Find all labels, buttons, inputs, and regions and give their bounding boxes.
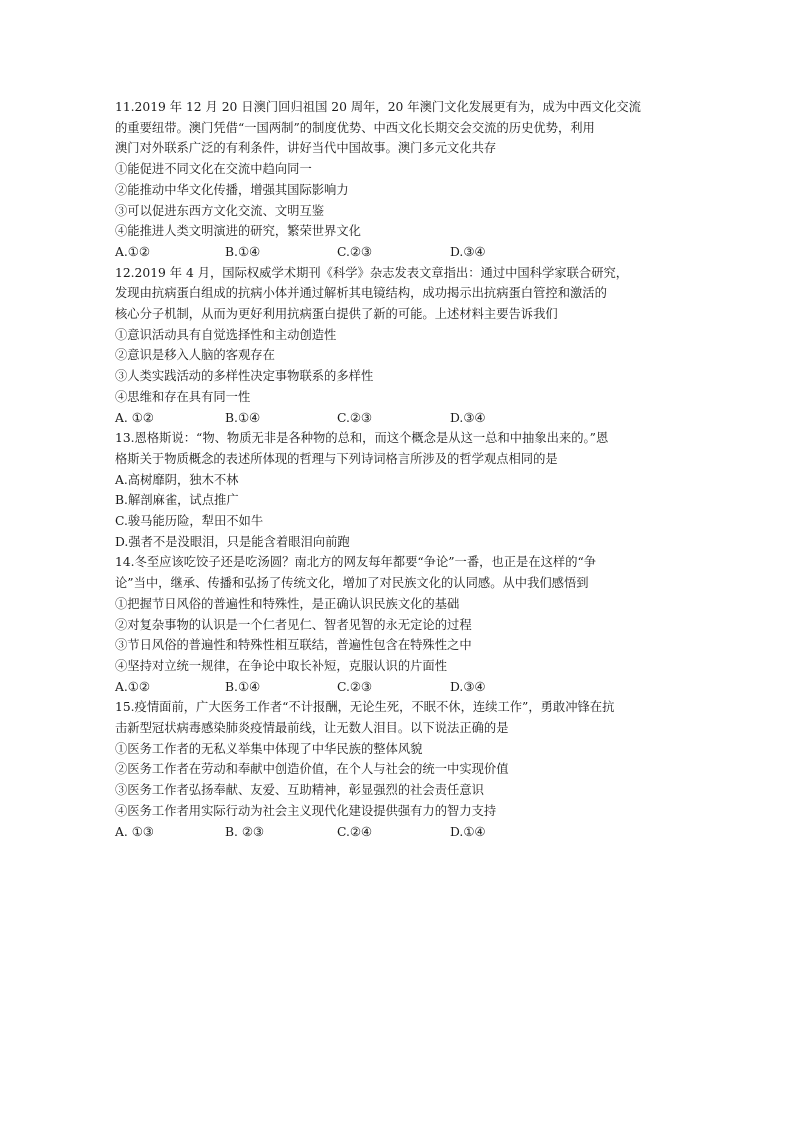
option-c: C.骏马能历险，犁田不如牛 (115, 514, 264, 529)
stem-line: 击新型冠状病毒感染肺炎疫情最前线，让无数人泪目。以下说法正确的是 (115, 721, 509, 736)
answer-options (115, 822, 683, 843)
stem-line: 发现由抗病蛋白组成的抗病小体并通过解析其电镜结构，成功揭示出抗病蛋白管控和激活的 (115, 286, 607, 301)
question-12 (115, 263, 683, 429)
stem-line: 澳门对外联系广泛的有利条件，讲好当代中国故事。澳门多元文化共存 (115, 141, 497, 156)
option-c: C.②③ (337, 410, 372, 425)
option-d: D.③④ (450, 244, 486, 259)
option-b: B.①④ (225, 679, 260, 694)
statement-4: ④思维和存在具有同一性 (115, 389, 251, 404)
statement-2: ②能推动中华文化传播，增强其国际影响力 (115, 182, 349, 197)
stem-line: 14.冬至应该吃饺子还是吃汤圆？南北方的网友每年都要“争论”一番，也正是在这样的“争 (115, 555, 597, 570)
option-a: A.①② (115, 244, 150, 259)
statement-1: ①把握节日风俗的普遍性和特殊性，是正确认识民族文化的基础 (115, 596, 460, 611)
stem-line: 的重要纽带。澳门凭借“一国两制”的制度优势、中西文化长期交会交流的历史优势，利用 (115, 120, 595, 135)
stem-line: 13.恩格斯说：“物、物质无非是各种物的总和，而这个概念是从这一总和中抽象出来的。”恩 (115, 431, 609, 446)
statement-3: ③节日风俗的普遍性和特殊性相互联结，普遍性包含在特殊性之中 (115, 638, 472, 653)
statement-1: ①能促进不同文化在交流中趋向同一 (115, 162, 312, 177)
question-15 (115, 697, 683, 842)
question-14-stem (115, 552, 683, 593)
option-b: B.解剖麻雀，试点推广 (115, 493, 239, 508)
option-b: B.①④ (225, 410, 260, 425)
question-13-stem (115, 428, 683, 469)
statement-2: ②意识是移入人脑的客观存在 (115, 348, 275, 363)
question-15-stem (115, 697, 683, 738)
option-a: A. ①② (115, 410, 154, 425)
option-c: C.②④ (337, 824, 372, 839)
question-11 (115, 97, 683, 263)
statement-4: ④能推进人类文明演进的研究，繁荣世界文化 (115, 224, 361, 239)
answer-options (115, 677, 683, 698)
answer-options (115, 408, 683, 429)
question-12-stem (115, 263, 683, 325)
stem-line: 15.疫情面前，广大医务工作者“不计报酬，无论生死，不眠不休，连续工作”，勇敢冲锋在抗 (115, 700, 615, 715)
option-b: B. ②③ (225, 824, 264, 839)
statement-3: ③医务工作者弘扬奉献、友爱、互助精神，彰显强烈的社会责任意识 (115, 783, 484, 798)
option-d: D.强者不是没眼泪，只是能含着眼泪向前跑 (115, 534, 350, 549)
statement-3: ③人类实践活动的多样性决定事物联系的多样性 (115, 369, 374, 384)
statement-4: ④医务工作者用实际行动为社会主义现代化建设提供强有力的智力支持 (115, 803, 497, 818)
statement-4: ④坚持对立统一规律，在争论中取长补短，克服认识的片面性 (115, 658, 448, 673)
question-list (115, 97, 683, 842)
question-14 (115, 552, 683, 697)
option-c: C.②③ (337, 244, 372, 259)
question-11-stem (115, 97, 683, 159)
statement-1: ①意识活动具有自觉选择性和主动创造性 (115, 327, 337, 342)
stem-line: 论”当中，继承、传播和弘扬了传统文化，增加了对民族文化的认同感。从中我们感悟到 (115, 576, 589, 591)
stem-line: 格斯关于物质概念的表述所体现的哲理与下列诗词格言所涉及的哲学观点相同的是 (115, 451, 558, 466)
option-a: A. ①③ (115, 824, 154, 839)
statement-2: ②医务工作者在劳动和奉献中创造价值，在个人与社会的统一中实现价值 (115, 762, 509, 777)
answer-options (115, 242, 683, 263)
option-b: B.①④ (225, 244, 260, 259)
option-d: D.①④ (450, 824, 486, 839)
statement-2: ②对复杂事物的认识是一个仁者见仁、智者见智的永无定论的过程 (115, 617, 472, 632)
stem-line: 核心分子机制，从而为更好利用抗病蛋白提供了新的可能。上述材料主要告诉我们 (115, 307, 558, 322)
stem-line: 12.2019 年 4 月，国际权威学术期刊《科学》杂志发表文章指出：通过中国科学家联合研究， (115, 265, 629, 280)
option-a: A.①② (115, 679, 150, 694)
statement-3: ③可以促进东西方文化交流、文明互鉴 (115, 203, 325, 218)
option-c: C.②③ (337, 679, 372, 694)
stem-line: 11.2019 年 12 月 20 日澳门回归祖国 20 周年，20 年澳门文化发展更有为，成为中西文化交流 (115, 100, 641, 114)
option-d: D.③④ (450, 410, 486, 425)
question-13 (115, 428, 683, 552)
option-d: D.③④ (450, 679, 486, 694)
statement-1: ①医务工作者的无私义举集中体现了中华民族的整体风貌 (115, 741, 423, 756)
option-a: A.高树靡阴，独木不林 (115, 472, 239, 487)
